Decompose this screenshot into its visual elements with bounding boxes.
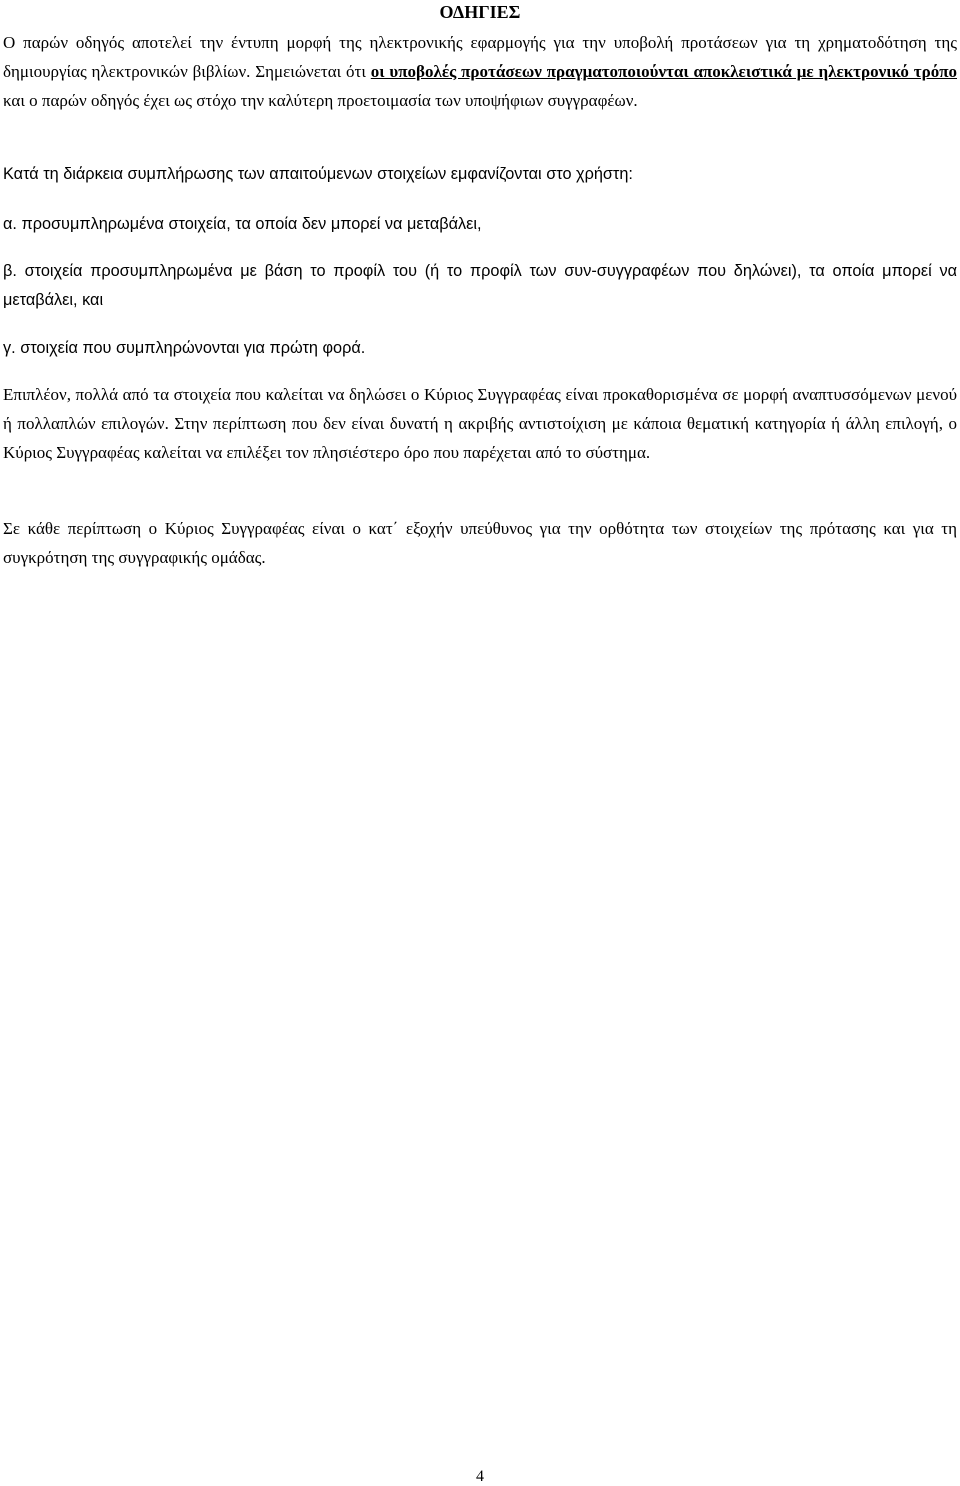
intro-text-end: και ο παρών οδηγός έχει ως στόχο την καλύτερη προετοιμασία των υποψήφιων συγγραφέων.	[3, 91, 638, 110]
moreover-paragraph: Επιπλέον, πολλά από τα στοιχεία που καλείται να δηλώσει ο Κύριος Συγγραφέας είναι προκαθορισμένα σε μορφή αναπτυσσόμενων μενού ή πολλαπλών επιλογών. Στην περίπτωση που δεν είναι δυνατή η ακριβής αντιστοίχιση με κάποια θεματική κατηγορία ή άλλη επιλογή, ο Κύριος Συγγραφέας καλείται να επιλέξει τον πλησιέστερο όρο που παρέχεται από το σύστημα.	[3, 385, 957, 462]
page-number: 4	[476, 1468, 484, 1485]
list-item-b: β. στοιχεία προσυμπληρωμένα με βάση το προφίλ του (ή το προφίλ των συν-συγγραφέων που δηλώνει), τα οποία μπορεί να μεταβάλει, και	[3, 262, 957, 309]
intro-text-start: Ο παρών οδηγός αποτελεί την έντυπη μορφή της ηλεκτρονικής εφαρμογής για την υποβολή προτάσεων για τη χρηματοδότηση της δημιουργίας ηλεκτρονικών βιβλίων. Σημειώνεται ότι	[3, 33, 957, 81]
intro-paragraph	[3, 28, 957, 115]
page-title: ΟΔΗΓΙΕΣ	[439, 2, 521, 22]
list-item-c: γ. στοιχεία που συμπληρώνονται για πρώτη φορά.	[3, 339, 366, 357]
responsibility-paragraph: Σε κάθε περίπτωση ο Κύριος Συγγραφέας είναι ο κατ΄ εξοχήν υπεύθυνος για την ορθότητα των στοιχείων της πρότασης και για τη συγκρότηση της συγγραφικής ομάδας.	[3, 519, 957, 567]
list-item-a: α. προσυμπληρωμένα στοιχεία, τα οποία δεν μπορεί να μεταβάλει,	[3, 215, 482, 233]
intro-emphasis: οι υποβολές προτάσεων πραγματοποιούνται αποκλειστικά με ηλεκτρονικό τρόπο	[370, 62, 958, 81]
during-paragraph: Κατά τη διάρκεια συμπλήρωσης των απαιτούμενων στοιχείων εμφανίζονται στο χρήστη:	[3, 165, 633, 183]
